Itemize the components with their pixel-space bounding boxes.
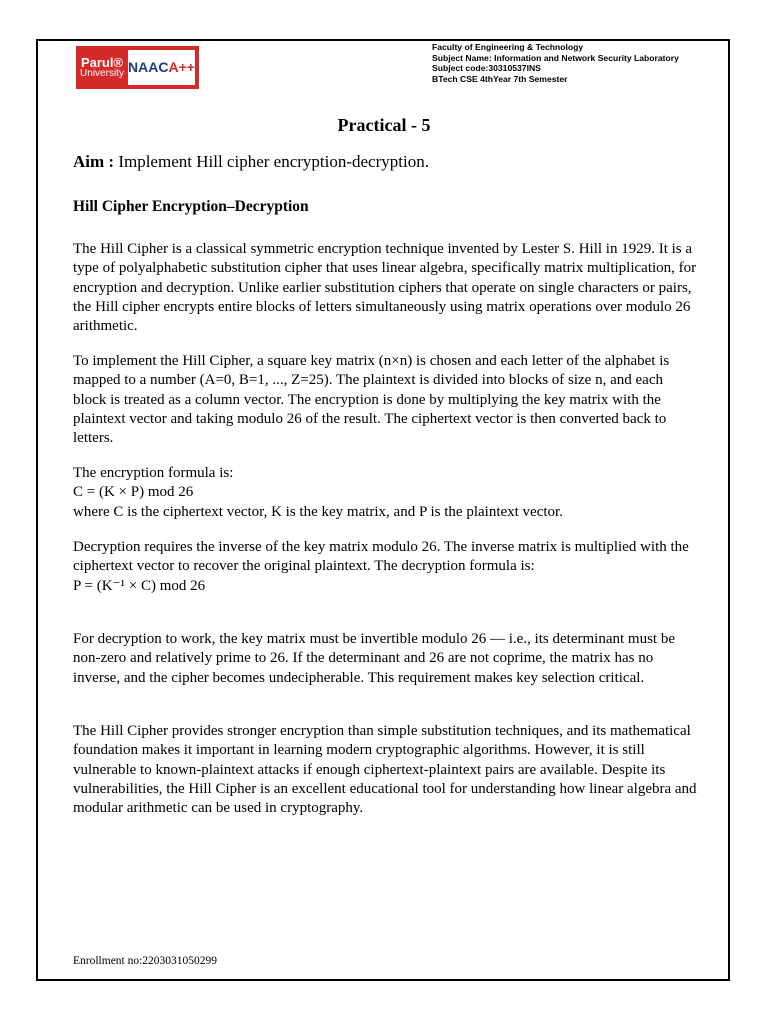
program-line: BTech CSE 4thYear 7th Semester [432,73,568,84]
naac-badge [128,50,195,85]
enrollment-number: Enrollment no:2203031050299 [73,955,218,967]
aim-label: Aim : [73,152,115,171]
practical-title: Practical - 5 [337,115,431,135]
logo-parul-block [76,46,128,89]
decryption-formula: P = (K⁻¹ × C) mod 26 [73,577,206,594]
paragraph-invertibility-text: For decryption to work, the key matrix must be invertible modulo 26 — i.e., its determinant must be non-zero and relatively prime to 26. If the determinant and 26 are not coprime, the matrix has no inverse, and the cipher becomes undecipherable. This requirement makes key selection critical. [73,631,675,686]
section-heading: Hill Cipher Encryption–Decryption [73,198,309,215]
aim-line [73,152,429,172]
encryption-formula-intro: The encryption formula is: [73,465,234,481]
paragraph-conclusion-text: The Hill Cipher provides stronger encryption than simple substitution techniques, and its mathematical foundation makes it important in learning modern cryptographic algorithms. However, it is still vulnerable to known-plaintext attacks if enough ciphertext-plaintext pairs are available. Despite its vulnerabilities, the Hill Cipher is an excellent educational tool for understanding how linear algebra and modular arithmetic can be used in cryptography. [73,723,697,817]
paragraph-encryption-formula [73,464,698,522]
aim-text: Implement Hill cipher encryption-decryption. [114,152,429,171]
naac-accreditation: NAAC [128,59,169,75]
encryption-formula-explanation: where C is the ciphertext vector, K is the key matrix, and P is the plaintext vector. [73,503,563,520]
encryption-formula: C = (K × P) mod 26 [73,484,194,501]
paragraph-implementation [73,352,698,448]
decryption-text: Decryption requires the inverse of the key matrix modulo 26. The inverse matrix is multiplied with the ciphertext vector to recover the original plaintext. The decryption formula is: [73,539,689,575]
logo-name: Parul® [80,55,124,70]
logo-sub: University [80,68,124,79]
naac-label [128,60,195,74]
naac-grade: A++ [168,59,195,75]
header-info [432,42,679,84]
paragraph-invertibility [73,630,698,688]
subject-name-line: Subject Name: Information and Network Security Laboratory [432,52,679,63]
paragraph-conclusion [73,722,698,818]
paragraph-implementation-text: To implement the Hill Cipher, a square key matrix (n×n) is chosen and each letter of the alphabet is mapped to a number (A=0, B=1, ..., Z=25). The plaintext is divided into blocks of size n, and each block is treated as a column vector. The encryption is done by multiplying the key matrix with the plaintext vector and taking modulo 26 of the result. The ciphertext vector is then converted back to letters. [73,353,670,447]
paragraph-intro [73,240,698,336]
university-logo [76,46,199,89]
faculty-line: Faculty of Engineering & Technology [432,42,584,52]
paragraph-decryption [73,538,698,596]
subject-code-line: Subject code:30310537INS [432,63,541,74]
paragraph-intro-text: The Hill Cipher is a classical symmetric encryption technique invented by Lester S. Hill in 1929. It is a type of polyalphabetic substitution cipher that uses linear algebra, specifically matrix multiplication, for encryption and decryption. Unlike earlier substitution ciphers that operate on single characters or pairs, the Hill cipher encrypts entire blocks of letters simultaneously using matrix operations over modulo 26 arithmetic. [73,241,697,335]
